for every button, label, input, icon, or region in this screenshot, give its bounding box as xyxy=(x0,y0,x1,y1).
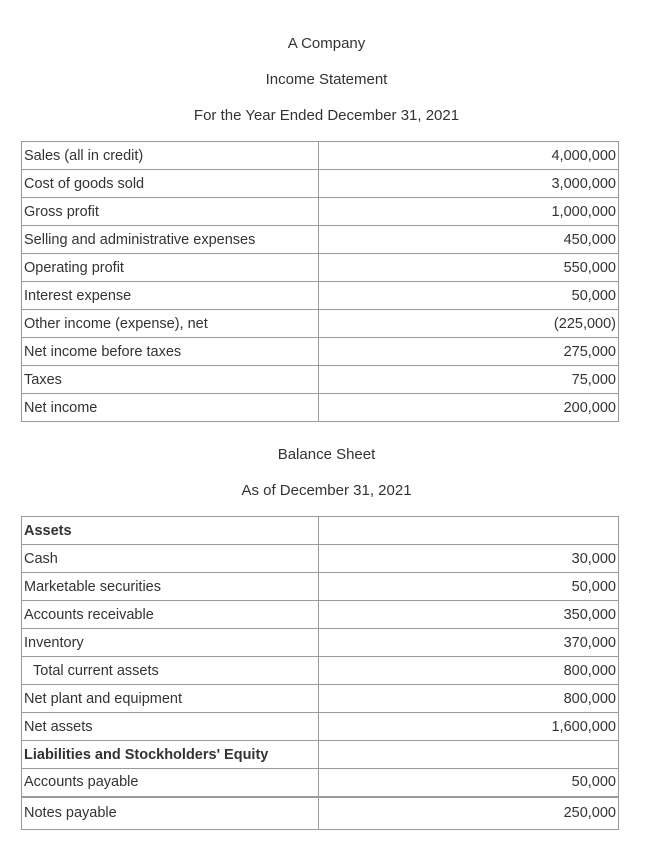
row-label: Accounts receivable xyxy=(22,601,319,629)
row-label: Total current assets xyxy=(22,657,319,685)
row-label: Net plant and equipment xyxy=(22,685,319,713)
row-label: Interest expense xyxy=(22,282,319,310)
row-value: 50,000 xyxy=(319,573,619,601)
table-row xyxy=(22,310,619,338)
row-value: 250,000 xyxy=(319,797,619,830)
row-label: Notes payable xyxy=(22,797,319,830)
table-row xyxy=(22,629,619,657)
row-label: Cost of goods sold xyxy=(22,170,319,198)
row-label: Other income (expense), net xyxy=(22,310,319,338)
row-value: 50,000 xyxy=(319,282,619,310)
table-row xyxy=(22,713,619,741)
company-name: A Company xyxy=(287,35,366,52)
row-value xyxy=(319,741,619,769)
row-value: 30,000 xyxy=(319,545,619,573)
row-label: Net income before taxes xyxy=(22,338,319,366)
income-statement-period: For the Year Ended December 31, 2021 xyxy=(193,107,460,124)
row-value: 1,600,000 xyxy=(319,713,619,741)
row-value: 450,000 xyxy=(319,226,619,254)
table-row xyxy=(22,741,619,769)
table-row xyxy=(22,338,619,366)
row-label: Marketable securities xyxy=(22,573,319,601)
balance-sheet-table xyxy=(21,516,619,830)
row-label: Operating profit xyxy=(22,254,319,282)
row-value: 800,000 xyxy=(319,685,619,713)
table-row xyxy=(22,573,619,601)
row-value: 370,000 xyxy=(319,629,619,657)
row-value: 4,000,000 xyxy=(319,142,619,170)
table-row xyxy=(22,142,619,170)
row-value: 350,000 xyxy=(319,601,619,629)
row-label: Sales (all in credit) xyxy=(22,142,319,170)
row-label: Net income xyxy=(22,394,319,422)
table-row xyxy=(22,797,619,830)
row-value xyxy=(319,517,619,545)
table-row xyxy=(22,685,619,713)
table-row xyxy=(22,254,619,282)
table-row xyxy=(22,226,619,254)
row-value: (225,000) xyxy=(319,310,619,338)
income-statement-title: Income Statement xyxy=(265,71,388,88)
row-value: 800,000 xyxy=(319,657,619,685)
row-value: 50,000 xyxy=(319,769,619,797)
table-row xyxy=(22,657,619,685)
table-row xyxy=(22,366,619,394)
row-label: Selling and administrative expenses xyxy=(22,226,319,254)
row-label: Net assets xyxy=(22,713,319,741)
table-row xyxy=(22,545,619,573)
row-label: Gross profit xyxy=(22,198,319,226)
table-row xyxy=(22,170,619,198)
row-value: 275,000 xyxy=(319,338,619,366)
row-value: 200,000 xyxy=(319,394,619,422)
table-row xyxy=(22,282,619,310)
table-row xyxy=(22,517,619,545)
row-label: Taxes xyxy=(22,366,319,394)
table-row xyxy=(22,601,619,629)
table-row xyxy=(22,394,619,422)
table-row xyxy=(22,198,619,226)
row-value: 75,000 xyxy=(319,366,619,394)
row-value: 550,000 xyxy=(319,254,619,282)
table-row xyxy=(22,769,619,797)
balance-sheet-period: As of December 31, 2021 xyxy=(241,482,412,499)
row-value: 3,000,000 xyxy=(319,170,619,198)
row-label: Inventory xyxy=(22,629,319,657)
row-value: 1,000,000 xyxy=(319,198,619,226)
income-statement-table xyxy=(21,141,619,422)
section-header-liabilities: Liabilities and Stockholders' Equity xyxy=(22,741,319,769)
section-header-assets: Assets xyxy=(22,517,319,545)
balance-sheet-title: Balance Sheet xyxy=(277,446,376,463)
row-label: Cash xyxy=(22,545,319,573)
row-label: Accounts payable xyxy=(22,769,319,797)
